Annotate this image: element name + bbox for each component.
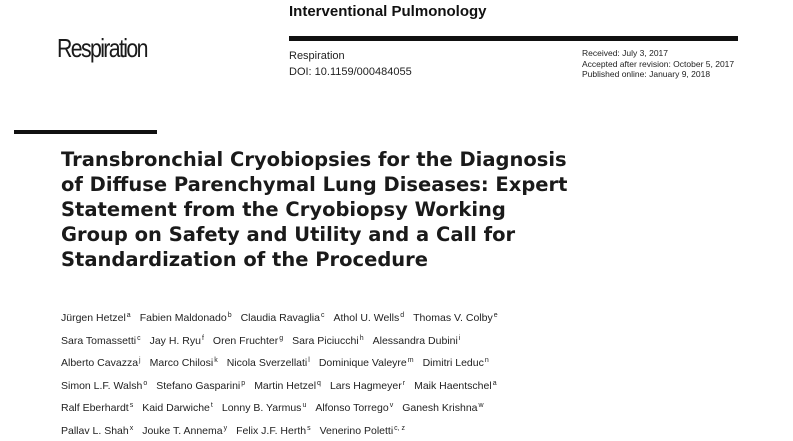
affiliation-marker: f — [202, 335, 204, 342]
accepted-date: Accepted after revision: October 5, 2017 — [582, 59, 734, 70]
affiliation-marker: n — [485, 357, 489, 364]
author-line — [61, 396, 781, 419]
affiliation-marker: p — [241, 380, 245, 387]
author-name-text: Ralf Eberhardt — [61, 402, 129, 414]
author-name-text: Venerino Poletti — [320, 425, 394, 437]
author-name-text: Maik Haentschel — [414, 380, 492, 392]
author-name[interactable] — [142, 402, 213, 414]
author-line — [61, 374, 781, 397]
author-line — [61, 306, 781, 329]
author-name[interactable] — [61, 380, 147, 392]
author-name[interactable] — [413, 312, 497, 324]
affiliation-marker: t — [211, 402, 213, 409]
title-line: Group on Safety and Utility and a Call for — [61, 222, 621, 247]
author-list — [61, 306, 781, 441]
author-name-text: Dimitri Leduc — [423, 357, 484, 369]
affiliation-marker: o — [143, 380, 147, 387]
author-name[interactable] — [61, 402, 133, 414]
affiliation-marker: b — [228, 312, 232, 319]
publication-dates — [582, 48, 734, 80]
author-name[interactable] — [140, 312, 232, 324]
affiliation-marker: i — [459, 335, 461, 342]
author-name-text: Alessandra Dubini — [373, 335, 458, 347]
author-name-text: Jouke T. Annema — [142, 425, 222, 437]
author-name-text: Pallav L. Shah — [61, 425, 129, 437]
affiliation-marker: e — [494, 312, 498, 319]
author-name-text: Kaid Darwiche — [142, 402, 210, 414]
author-name-text: Thomas V. Colby — [413, 312, 493, 324]
author-name[interactable] — [222, 402, 306, 414]
affiliation-marker: c — [137, 335, 141, 342]
affiliation-marker: u — [302, 402, 306, 409]
title-line: Statement from the Cryobiopsy Working — [61, 197, 621, 222]
affiliation-marker: x — [130, 425, 134, 432]
author-name[interactable] — [315, 402, 393, 414]
affiliation-marker: j — [139, 357, 141, 364]
author-line — [61, 351, 781, 374]
affiliation-marker: r — [403, 380, 405, 387]
author-name-text: Sara Tomassetti — [61, 335, 136, 347]
doi-link[interactable]: DOI: 10.1159/000484055 — [289, 64, 412, 80]
affiliation-marker: y — [224, 425, 228, 432]
published-date: Published online: January 9, 2018 — [582, 69, 734, 80]
author-name-text: Dominique Valeyre — [319, 357, 407, 369]
affiliation-marker: c, z — [394, 425, 405, 432]
author-name-text: Lars Hagmeyer — [330, 380, 402, 392]
author-name-text: Jürgen Hetzel — [61, 312, 126, 324]
author-name-text: Simon L.F. Walsh — [61, 380, 142, 392]
author-name[interactable] — [402, 402, 483, 414]
author-name[interactable] — [292, 335, 363, 347]
author-name[interactable] — [61, 425, 133, 437]
author-name-text: Stefano Gasparini — [156, 380, 240, 392]
affiliation-marker: a — [127, 312, 131, 319]
journal-name: Respiration — [289, 48, 412, 64]
author-name-text: Ganesh Krishna — [402, 402, 477, 414]
author-name-text: Martin Hetzel — [254, 380, 316, 392]
article-title — [61, 147, 621, 272]
author-name[interactable] — [414, 380, 497, 392]
journal-logo: Respiration — [57, 33, 147, 64]
author-name-text: Fabien Maldonado — [140, 312, 227, 324]
author-name[interactable] — [423, 357, 489, 369]
affiliation-marker: q — [317, 380, 321, 387]
author-name[interactable] — [319, 357, 414, 369]
author-name-text: Alfonso Torrego — [315, 402, 388, 414]
author-name-text: Claudia Ravaglia — [241, 312, 320, 324]
affiliation-marker: a — [493, 380, 497, 387]
author-line — [61, 329, 781, 352]
author-name[interactable] — [373, 335, 461, 347]
received-date: Received: July 3, 2017 — [582, 48, 734, 59]
affiliation-marker: d — [400, 312, 404, 319]
header-rule — [289, 36, 738, 41]
affiliation-marker: s — [130, 402, 134, 409]
author-name[interactable] — [254, 380, 321, 392]
title-line: Standardization of the Procedure — [61, 247, 621, 272]
author-name-text: Nicola Sverzellati — [227, 357, 308, 369]
title-line: of Diffuse Parenchymal Lung Diseases: Expert — [61, 172, 621, 197]
author-name-text: Oren Fruchter — [213, 335, 278, 347]
author-name[interactable] — [227, 357, 310, 369]
affiliation-marker: k — [214, 357, 218, 364]
author-name[interactable] — [156, 380, 245, 392]
affiliation-marker: h — [360, 335, 364, 342]
affiliation-marker: g — [279, 335, 283, 342]
author-name[interactable] — [320, 425, 405, 437]
title-rule — [14, 130, 157, 134]
affiliation-marker: w — [479, 402, 484, 409]
author-name[interactable] — [333, 312, 404, 324]
author-name[interactable] — [61, 335, 141, 347]
author-name-text: Jay H. Ryu — [150, 335, 201, 347]
affiliation-marker: m — [408, 357, 414, 364]
author-name[interactable] — [61, 357, 141, 369]
author-name[interactable] — [142, 425, 227, 437]
author-name[interactable] — [61, 312, 131, 324]
affiliation-marker: l — [308, 357, 310, 364]
author-name-text: Marco Chilosi — [150, 357, 214, 369]
author-name-text: Athol U. Wells — [333, 312, 399, 324]
author-name-text: Sara Piciucchi — [292, 335, 359, 347]
author-name-text: Lonny B. Yarmus — [222, 402, 302, 414]
author-name[interactable] — [236, 425, 311, 437]
author-name[interactable] — [150, 335, 204, 347]
author-name-text: Alberto Cavazza — [61, 357, 138, 369]
author-name-text: Felix J.F. Herth — [236, 425, 306, 437]
title-line: Transbronchial Cryobiopsies for the Diagnosis — [61, 147, 621, 172]
author-name[interactable] — [150, 357, 218, 369]
author-name[interactable] — [241, 312, 325, 324]
citation-info — [289, 48, 412, 80]
author-name[interactable] — [213, 335, 283, 347]
affiliation-marker: c — [321, 312, 325, 319]
author-name[interactable] — [330, 380, 405, 392]
affiliation-marker: v — [390, 402, 394, 409]
affiliation-marker: s — [307, 425, 311, 432]
section-heading: Interventional Pulmonology — [289, 3, 487, 20]
